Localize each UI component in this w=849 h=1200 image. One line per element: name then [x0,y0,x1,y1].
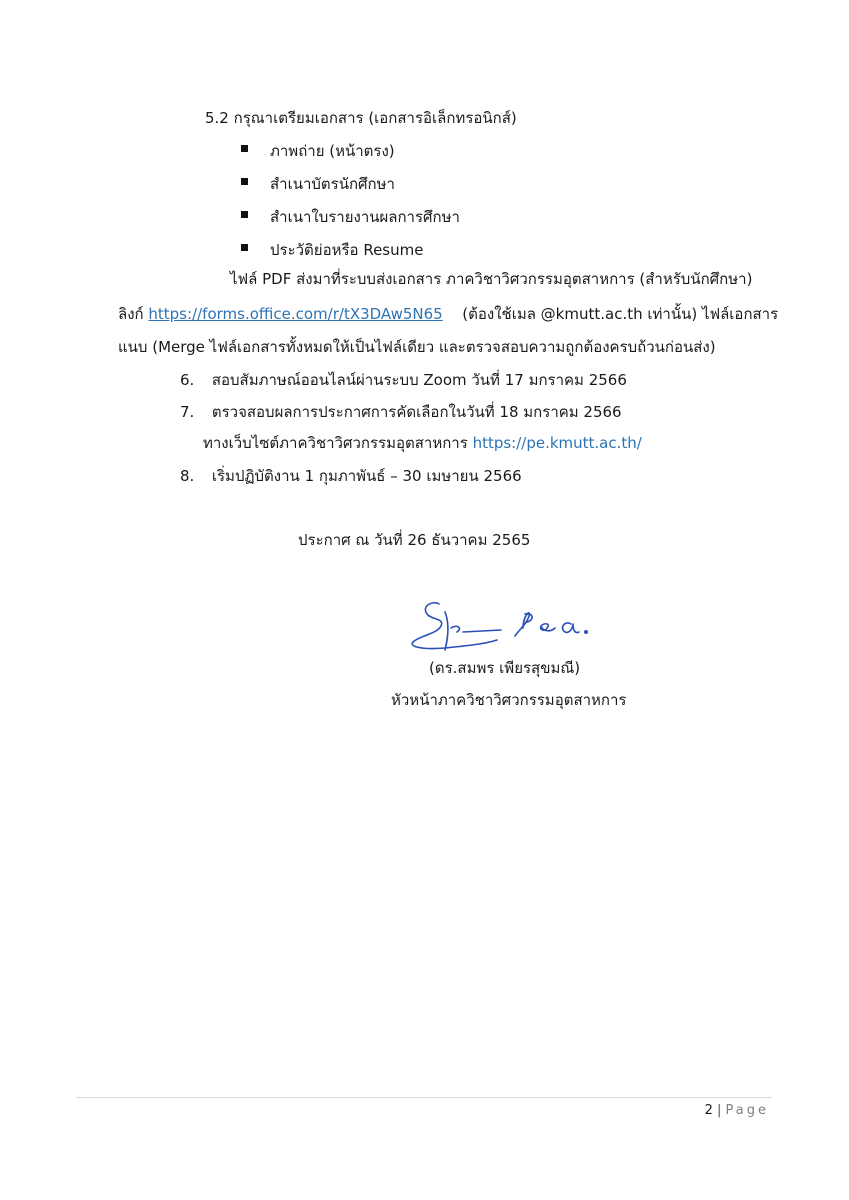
step-text: ตรวจสอบผลการประกาศการคัดเลือกในวันที่ 18 มกราคม 2566 [211,403,622,421]
document-item-transcript: สำเนาใบรายงานผลการศึกษา [270,208,460,226]
section-5-2-heading: 5.2 กรุณาเตรียมเอกสาร (เอกสารอิเล็กทรอนิกส์) [205,109,517,127]
website-label: ทางเว็บไซต์ภาควิชาวิศวกรรมอุตสาหการ [203,434,468,452]
signature-image [405,592,605,662]
bullet-icon [241,145,248,152]
step-number: 6. [180,371,195,389]
bullet-icon [241,178,248,185]
signatory-name: (ดร.สมพร เพียรสุขมณี) [429,659,581,677]
page-number: 2 [704,1103,713,1118]
document-item-photo: ภาพถ่าย (หน้าตรง) [270,142,395,160]
email-requirement: (ต้องใช้เมล @kmutt.ac.th เท่านั้น) ไฟล์เอกสาร [462,305,779,323]
step-8 [180,466,522,486]
footer-divider [76,1097,772,1098]
bullet-icon [241,211,248,218]
bullet-icon [241,244,248,251]
department-website-link[interactable]: https://pe.kmutt.ac.th/ [472,434,642,452]
step-text: เริ่มปฏิบัติงาน 1 กุมภาพันธ์ – 30 เมษายน 2566 [211,467,522,485]
forms-link[interactable]: https://forms.office.com/r/tX3DAw5N65 [148,305,443,323]
page-label: Page [725,1103,769,1118]
step-number: 7. [180,403,195,421]
footer-separator: | [716,1103,722,1118]
pdf-note-line-1: ไฟล์ PDF ส่งมาที่ระบบส่งเอกสาร ภาควิชาวิศวกรรมอุตสาหการ (สำหรับนักศึกษา) [230,270,753,288]
document-item-resume: ประวัติย่อหรือ Resume [270,241,424,259]
step-7 [180,402,622,422]
step-7-website [203,433,642,453]
step-number: 8. [180,467,195,485]
page-footer [705,1103,769,1118]
document-item-student-card: สำเนาบัตรนักศึกษา [270,175,395,193]
signature-text: Pea. [405,592,408,593]
step-text: สอบสัมภาษณ์ออนไลน์ผ่านระบบ Zoom วันที่ 17 มกราคม 2566 [211,371,627,389]
announcement-date: ประกาศ ณ วันที่ 26 ธันวาคม 2565 [298,531,531,549]
step-6 [180,370,627,390]
link-prefix: ลิงก์ [118,305,144,323]
signatory-title: หัวหน้าภาควิชาวิศวกรรมอุตสาหการ [391,691,627,709]
pdf-note-line-3: แนบ (Merge ไฟล์เอกสารทั้งหมดให้เป็นไฟล์เดียว และตรวจสอบความถูกต้องครบถ้วนก่อนส่ง) [118,338,716,356]
pdf-note-line-2 [118,304,778,324]
